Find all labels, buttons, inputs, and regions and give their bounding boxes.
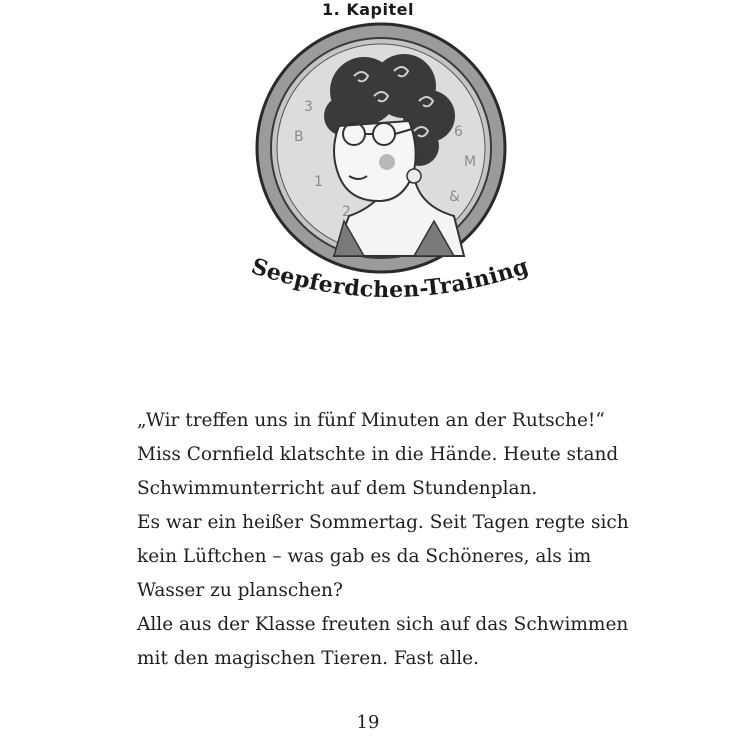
svg-text:Seepferdchen-Training bbox=[248, 253, 532, 303]
page-number: 19 bbox=[356, 712, 380, 733]
svg-text:1: 1 bbox=[314, 174, 323, 190]
text-line: Es war ein heißer Sommertag. Seit Tagen regte sich bbox=[137, 512, 629, 533]
text-line: Wasser zu planschen? bbox=[137, 580, 343, 601]
svg-text:2: 2 bbox=[342, 204, 351, 220]
chapter-title bbox=[240, 250, 540, 320]
chapter-title-text: Seepferdchen-Training bbox=[248, 253, 532, 304]
text-line: Schwimmunterricht auf dem Stundenplan. bbox=[137, 478, 538, 499]
text-line: Alle aus der Klasse freuten sich auf das Schwimmen bbox=[137, 614, 629, 635]
svg-text:B: B bbox=[294, 129, 304, 145]
body-text bbox=[137, 404, 637, 676]
text-line: mit den magischen Tieren. Fast alle. bbox=[137, 648, 479, 669]
svg-text:6: 6 bbox=[454, 124, 463, 140]
svg-text:M: M bbox=[464, 154, 477, 170]
text-line: „Wir treffen uns in fünf Minuten an der Rutsche!“ bbox=[137, 410, 605, 431]
svg-text:3: 3 bbox=[304, 99, 313, 115]
chapter-illustration bbox=[254, 16, 508, 280]
text-line: kein Lüftchen – was gab es da Schöneres, als im bbox=[137, 546, 592, 567]
text-line: Miss Cornfield klatschte in die Hände. Heute stand bbox=[137, 444, 619, 465]
chapter-label: 1. Kapitel bbox=[322, 0, 414, 19]
svg-text:&: & bbox=[449, 189, 460, 205]
